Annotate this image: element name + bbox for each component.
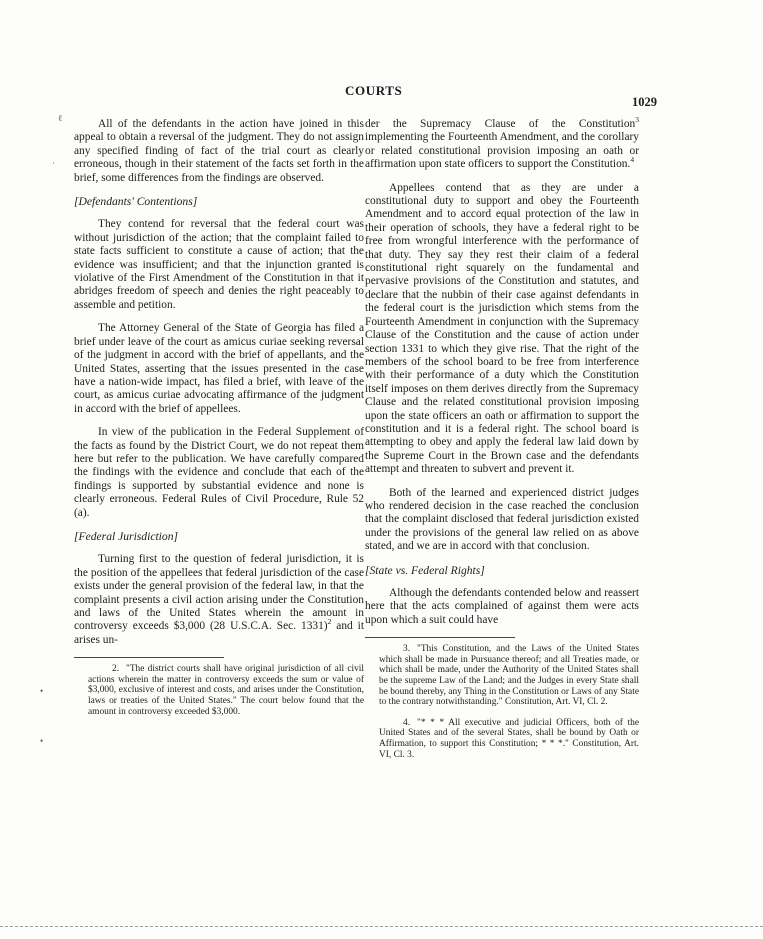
paragraph-appeal: All of the defendants in the action have joined in this appeal to obtain a reversal of the judgment. They do not assign any specified finding of fact of the trial court as clearly erroneous, though in their statement of the facts set forth in the brief, some differences from the findings are observed. [74, 118, 364, 184]
heading-state-vs-federal-rights: [State vs. Federal Rights] [365, 563, 485, 577]
paragraph-contentions: They contend for reversal that the federal court was without jurisdiction of the action; that the complaint failed to state facts sufficient to constitute a cause of action; that the evidence was insufficient; and that the injunction granted is violative of the First Amendment of the Constitution in that it abridges freedom of speech and denies the right peaceably to assemble and petition. [74, 218, 364, 311]
footnote-2-number: 2. [112, 664, 120, 675]
footnote-ref-4: 4 [630, 155, 635, 165]
footnote-3-text: "This Constitution, and the Laws of the United States which shall be made in Pursuance thereof; and all Treaties made, or which shall be made, under the Authority of the United States shall be the supreme Law of the Land; and the Judges in every State shall be bound thereby, any Thing in the Constitution or Laws of any State to the contrary notwithstanding." Constitution, Art. VI, Cl. 2. [379, 644, 639, 708]
footnote-divider-left [74, 657, 224, 658]
paragraph-appellees-contend: Appellees contend that as they are under a constitutional duty to support and obey the Fourteenth Amendment and to accord equal protection of the law in their operation of schools, they have a federal right to be free from wrongful interference with the performance of that duty. They say they rest their claim of a federal constitutional right squarely on the fundamental and pervasive provisions of the Constitution and statutes, and declare that the nubbin of their case against defendants in the federal court is the jurisdiction which stems from the Fourteenth Amendment in conjunction with the Supremacy Clause of the Constitution and the cause of action under section 1331 to which they give rise. That the right of the members of the school board to be free from interference with their performance of a duty which the Constitution itself imposes on them derives directly from the Supremacy Clause and the related constitutional provision imposing upon the state officers an oath or affirmation to support the constitution and it is a federal right. The school board is attempting to obey and apply the federal law laid down by the Supreme Court in the Brown case and the defendants attempt and threaten to subvert and prevent it. [365, 181, 639, 476]
margin-mark: ℓ [58, 113, 63, 123]
footnote-4 [365, 718, 639, 760]
footnote-2-text: "The district courts shall have original jurisdiction of all civil actions wherein the matter in controversy exceeds the sum or value of $3,000, exclusive of interest and costs, and arises under the Constitution, laws or treaties of the United States." The court below found that the amount in controversy exceeded $3,000. [88, 664, 364, 717]
page-number: 1029 [632, 95, 657, 109]
heading-federal-jurisdiction: [Federal Jurisdiction] [74, 529, 179, 543]
paragraph-district-judges: Both of the learned and experienced district judges who rendered decision in the case reached the conclusion that the complaint disclosed that federal jurisdiction existed under the provisions of the general law relied on as above stated, and we are in accord with that conclusion. [365, 486, 639, 553]
footnote-4-text: "* * * All executive and judicial Officers, both of the United States and of the several States, shall be bound by Oath or Affirmation, to support this Constitution; * * *." Constitution, Art. VI, Cl. 3. [379, 717, 639, 760]
supremacy-text-b: implementing the Fourteenth Amendment, and the corollary or related constitutional provision imposing an oath or affirmation upon state officers to support the Constitution. [365, 131, 639, 171]
footnote-3 [365, 644, 639, 708]
paragraph-publication: In view of the publication in the Federal Supplement of the facts as found by the District Court, we do not repeat them here but refer to the publication. We have carefully compared the findings with the evidence and conclude that each of the findings is supported by substantial evidence and none is clearly erroneous. Federal Rules of Civil Procedure, Rule 52 (a). [74, 426, 364, 519]
paragraph-defendants-contended: Although the defendants contended below and reassert here that the acts complained of against them were acts upon which a suit could have [365, 587, 639, 626]
margin-dot: • [40, 736, 44, 746]
running-head: COURTS [345, 83, 403, 98]
jurisdiction-text-b: and it arises un- [74, 620, 364, 646]
paragraph-supremacy-clause [365, 115, 639, 172]
footnote-3-number: 3. [403, 644, 411, 655]
scan-edge-line [0, 926, 763, 927]
margin-dot: · [52, 158, 55, 168]
paragraph-jurisdiction [74, 553, 364, 647]
supremacy-text-a: der the Supremacy Clause of the Constitution [365, 118, 636, 130]
right-column [365, 115, 639, 770]
footnote-2 [74, 664, 364, 717]
page-header [0, 83, 763, 109]
margin-dot: • [40, 686, 44, 696]
jurisdiction-text-a: Turning first to the question of federal jurisdiction, it is the position of the appellees that federal jurisdiction of the case exists under the general provision of the federal law, in that the complaint presents a civil action arising under the Constitution and laws of the United States wherein the amount in controversy exceeds $3,000 (28 U.S.C.A. Sec. 1331) [74, 553, 364, 633]
footnote-4-number: 4. [403, 717, 411, 728]
footnote-ref-3: 3 [635, 115, 639, 125]
left-column [74, 118, 364, 727]
heading-defendants-contentions: [Defendants' Contentions] [74, 195, 198, 209]
footnote-divider-right [365, 637, 515, 638]
footnote-ref-2: 2 [327, 617, 332, 627]
paragraph-attorney-general: The Attorney General of the State of Georgia has filed a brief under leave of the court as amicus curiae seeking reversal of the judgment in accord with the brief of appellants, and the United States, asserting that the issues presented in the case have a nation-wide impact, has filed a brief, with leave of the court, as amicus curiae advocating affirmance of the judgment in accord with the brief of appellees. [74, 322, 364, 415]
